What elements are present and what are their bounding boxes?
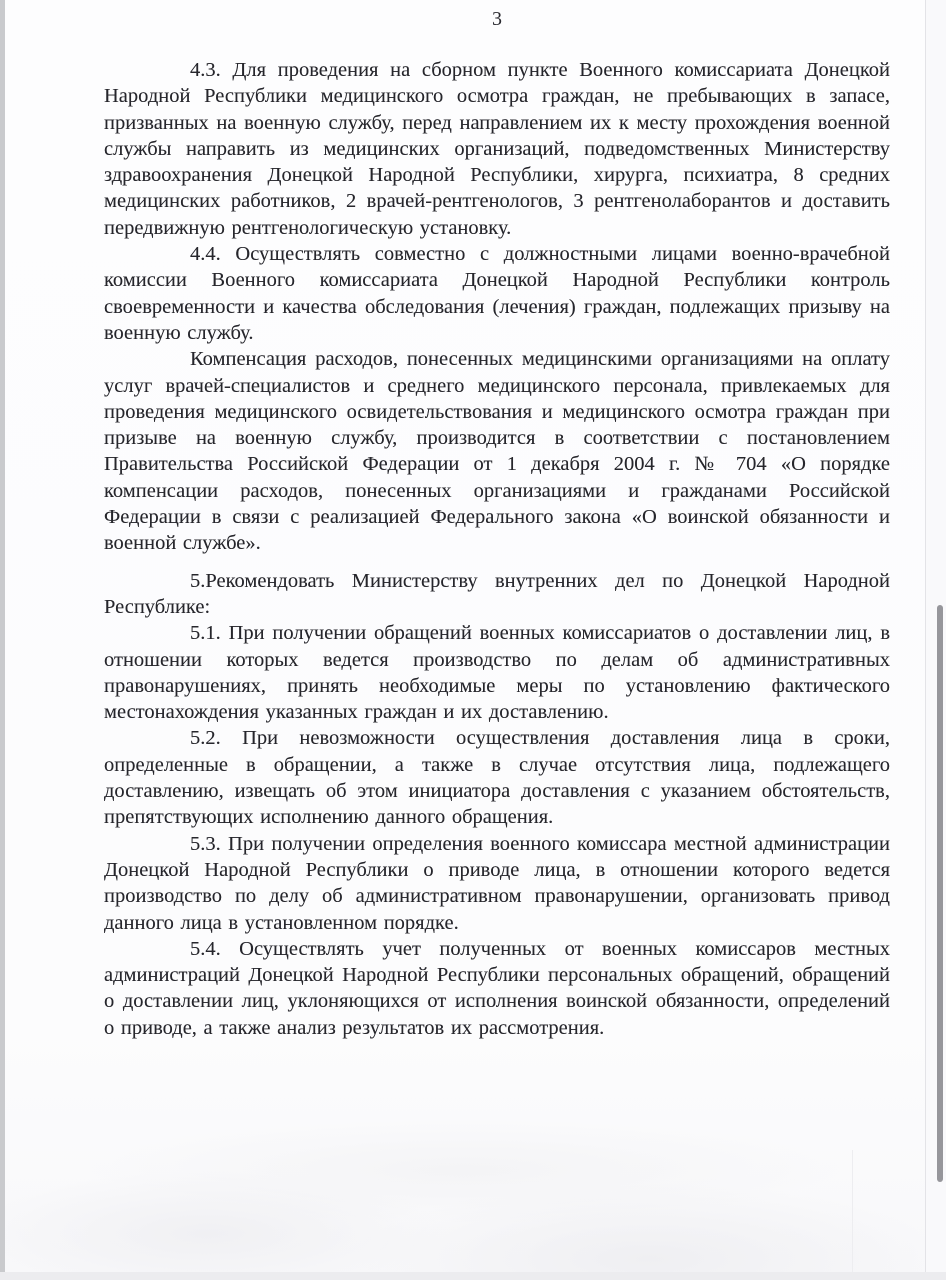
viewer-right-gutter — [926, 0, 946, 1272]
paragraph-5-2: 5.2. При невозможности осуществления доставления лица в сроки, определенные в обращении, а также в случае отсутствия лица, подлежащего доставлению, извещать об этом инициатора доставления с указанием обстоятельств, препятствующих исполнению данного обращения. — [104, 727, 890, 829]
paragraph-compensation: Компенсация расходов, понесенных медицинскими организациями на оплату услуг врачей-специалистов и среднего медицинского персонала, привлекаемых для проведения медицинского освидетельствования и медицинского осмотра граждан при призыве на военную службу, производится в соответствии с постановлением Правительства Российской Федерации от 1 декабря 2004 г. № 704 «О порядке компенсации расходов, понесенных организациями и гражданами Российской Федерации в связи с реализацией Федерального закона «О воинской обязанности и военной службе». — [104, 348, 890, 555]
paragraph-5-3: 5.3. При получении определения военного комиссара местной администрации Донецкой Народной Республики о приводе лица, в отношении которого ведется производство по делу об административном правонарушении, организовать привод данного лица в установленном порядке. — [104, 832, 890, 934]
document-content — [104, 57, 890, 1041]
scan-bottom-edge — [0, 1272, 946, 1280]
paragraph-5: 5.Рекомендовать Министерству внутренних дел по Донецкой Народной Республике: — [104, 569, 890, 618]
document-page — [5, 0, 926, 1272]
paragraph-5-4: 5.4. Осуществлять учет полученных от военных комиссаров местных администраций Донецкой Народной Республики персональных обращений, обращений о доставлении лиц, уклоняющихся от исполнения воинской обязанности, определений о приводе, а также анализ результатов их рассмотрения. — [104, 937, 890, 1039]
paragraph-5-1: 5.1. При получении обращений военных комиссариатов о доставлении лиц, в отношении которых ведется производство по делам об административных правонарушениях, принять необходимые меры по установлению фактического местонахождения указанных граждан и их доставлению. — [104, 622, 890, 724]
scan-artifact-line — [852, 1150, 853, 1272]
scrollbar-thumb[interactable] — [937, 605, 943, 1182]
page-number: 3 — [492, 8, 502, 30]
paragraph-4-3: 4.3. Для проведения на сборном пункте Военного комиссариата Донецкой Народной Республики медицинского осмотра граждан, не пребывающих в запасе, призванных на военную службу, перед направлением их к месту прохождения военной службы направить из медицинских организаций, подведомственных Министерству здравоохранения Донецкой Народной Республики, хирурга, психиатра, 8 средних медицинских работников, 2 врачей-рентгенологов, 3 рентгенолаборантов и доставить передвижную рентгенологическую установку. — [104, 59, 890, 239]
paragraph-4-4: 4.4. Осуществлять совместно с должностными лицами военно-врачебной комиссии Военного комиссариата Донецкой Народной Республики контроль своевременности и качества обследования (лечения) граждан, подлежащих призыву на военную службу. — [104, 243, 890, 344]
